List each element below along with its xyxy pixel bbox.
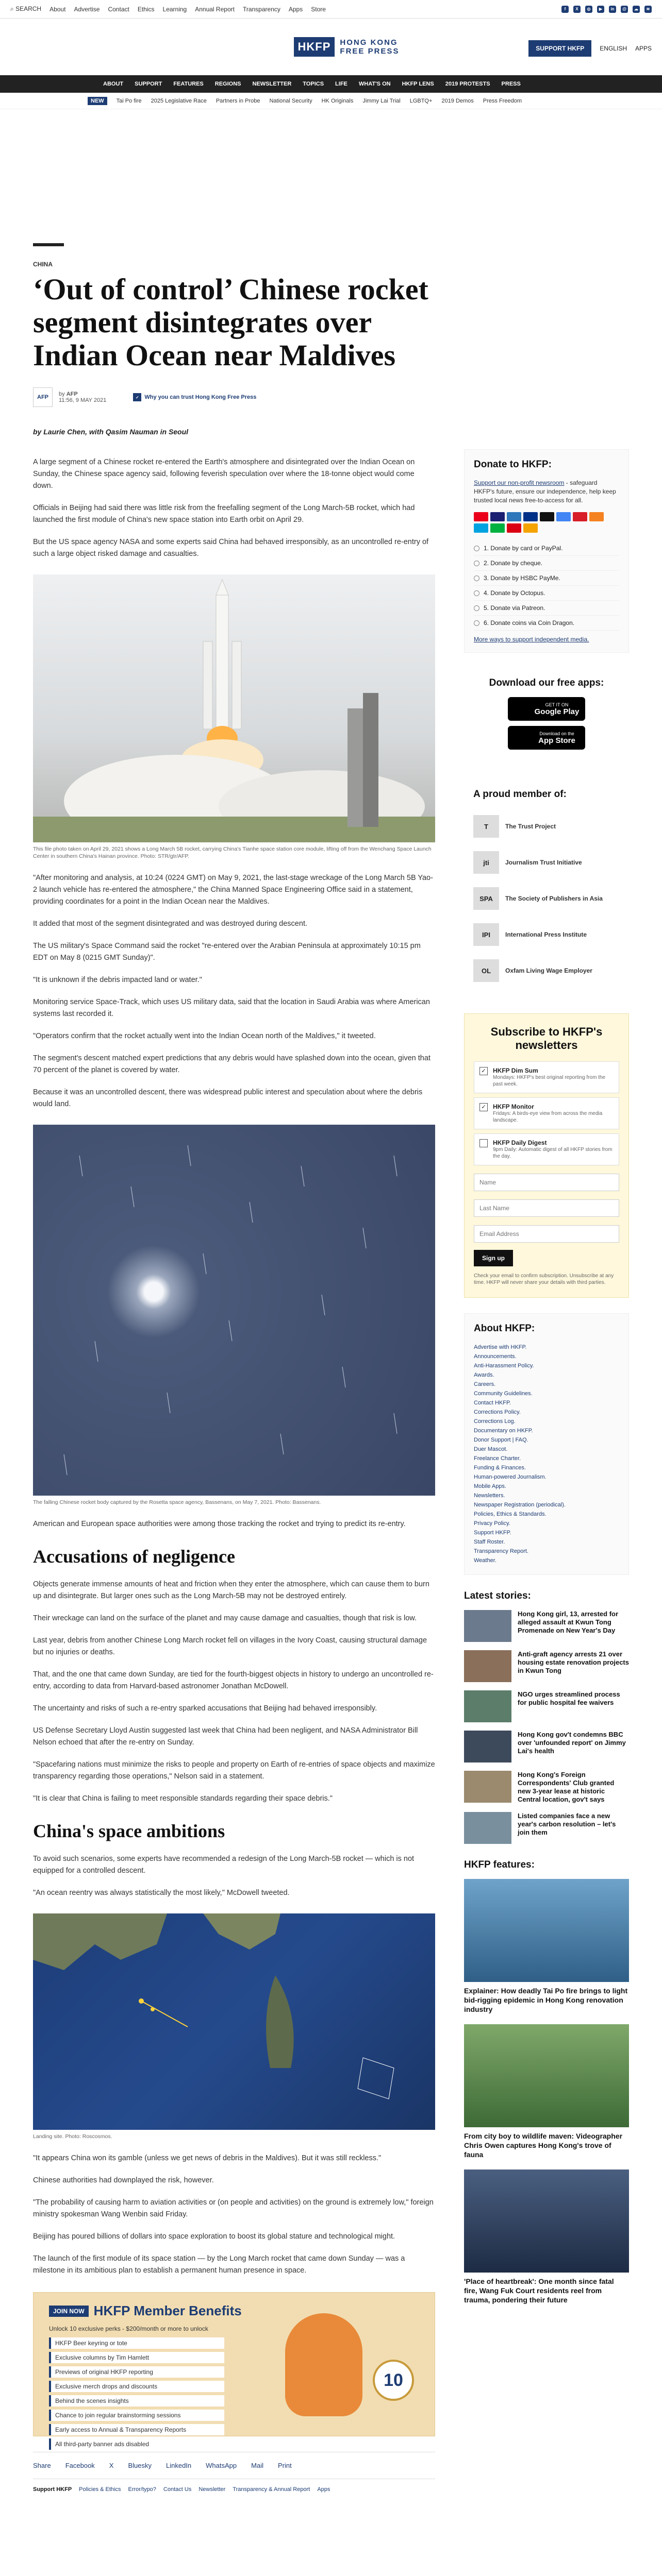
share-print[interactable]: Print: [277, 2462, 292, 2469]
last-name-input[interactable]: [474, 1199, 619, 1217]
top-link-annual-report[interactable]: Annual Report: [195, 5, 235, 13]
top-bar: [0, 0, 662, 19]
about-box: [464, 1313, 629, 1575]
about-link[interactable]: Newsletters.: [474, 1493, 505, 1499]
site-header: [0, 19, 662, 75]
member-logo: IPI: [473, 923, 499, 946]
map-svg: [33, 1913, 435, 2130]
nav-support[interactable]: SUPPORT: [135, 81, 162, 87]
paragraph: "An ocean reentry was always statistically the most likely," McDowell tweeted.: [33, 1889, 290, 1897]
about-link[interactable]: Newspaper Registration (periodical).: [474, 1502, 566, 1508]
latest-stories: [464, 1590, 629, 1844]
email-input[interactable]: [474, 1225, 619, 1243]
story-thumbnail: [464, 1610, 511, 1642]
newsletter-option[interactable]: HKFP Daily Digest 9pm Daily: Automatic digest of all HKFP stories from the day.: [474, 1133, 619, 1165]
story-thumbnail: [464, 1731, 511, 1762]
wechat-pay-icon: [490, 523, 505, 533]
top-link-about[interactable]: About: [49, 5, 66, 13]
topic-bar: [0, 93, 662, 109]
story-item[interactable]: Hong Kong's Foreign Correspondents' Club granted new 3-year lease at historic Central location, gov't says: [464, 1771, 629, 1804]
sign-up-button[interactable]: Sign up: [474, 1250, 513, 1266]
apps-box: [464, 668, 629, 764]
share-linkedin[interactable]: LinkedIn: [166, 2462, 192, 2469]
instagram-icon[interactable]: ◎: [585, 6, 592, 13]
benefits-subtitle: Unlock 10 exclusive perks - $200/month or more to unlock: [49, 2325, 208, 2332]
social-icons: [561, 6, 652, 13]
mascot-image: [285, 2313, 362, 2416]
story-item[interactable]: Hong Kong gov't condemns BBC over 'unfounded report' on Jimmy Lai's health: [464, 1731, 629, 1762]
youtube-icon[interactable]: ▶: [597, 6, 604, 13]
about-link[interactable]: Donor Support | FAQ.: [474, 1437, 528, 1443]
benefit-item: Exclusive merch drops and discounts: [49, 2381, 224, 2392]
section-heading: Accusations of negligence: [33, 1546, 235, 1567]
donate-option[interactable]: 1. Donate by card or PayPal.: [474, 541, 619, 556]
topic-link[interactable]: 2025 Legislative Race: [151, 97, 207, 104]
afp-logo: AFP: [33, 387, 53, 407]
paragraph: But the US space agency NASA and some experts said China had behaved irresponsibly, as an uncontrolled re-entry of such a large object risked damage and casualties.: [33, 538, 429, 558]
paragraph: The US military's Space Command said the rocket "re-entered over the Arabian Peninsula at approximately 10:15 pm EDT on May 8 (0215 GMT Sunday)".: [33, 942, 421, 962]
figure-map: [33, 1913, 435, 2140]
share-bar: [33, 2452, 435, 2479]
share-facebook[interactable]: Facebook: [65, 2462, 95, 2469]
donate-option[interactable]: 3. Donate by HSBC PayMe.: [474, 571, 619, 586]
about-link[interactable]: Community Guidelines.: [474, 1391, 533, 1397]
topic-link[interactable]: 2019 Demos: [441, 97, 474, 104]
about-link[interactable]: Funding & Finances.: [474, 1465, 526, 1471]
about-link[interactable]: Human-powered Journalism.: [474, 1474, 547, 1480]
benefit-item: Behind the scenes insights: [49, 2395, 224, 2406]
alipay-icon: [474, 523, 488, 533]
benefit-item: Previews of original HKFP reporting: [49, 2366, 224, 2378]
paragraph: The uncertainty and risks of such a re-entry sparked accusations that Beijing had behaved irresponsibly.: [33, 1704, 377, 1713]
donate-option[interactable]: 4. Donate by Octopus.: [474, 586, 619, 601]
story-thumbnail: [464, 1771, 511, 1803]
top-link-transparency[interactable]: Transparency: [242, 5, 280, 13]
byline-bar: [33, 387, 435, 407]
top-link-ethics[interactable]: Ethics: [137, 5, 155, 13]
paragraph: Beijing has poured billions of dollars into space exploration to boost its global stature and technological might.: [33, 2232, 395, 2241]
x-icon[interactable]: X: [573, 6, 581, 13]
paragraph: To avoid such scenarios, some experts have recommended a redesign of the Long March-5B rocket — which is not equipped for a controlled descent.: [33, 1855, 415, 1875]
google-play-button[interactable]: GET IT ON Google Play: [508, 697, 585, 721]
benefits-list: [49, 2337, 419, 2450]
topic-link[interactable]: National Security: [269, 97, 312, 104]
author-link[interactable]: AFP: [66, 391, 78, 397]
about-link[interactable]: Corrections Log.: [474, 1418, 516, 1425]
google-pay-icon: [556, 512, 571, 521]
about-list: [474, 1343, 619, 1565]
article-title: ‘Out of control’ Chinese rocket segment disintegrates over Indian Ocean near Maldives: [33, 273, 428, 372]
ten-year-badge: 10: [373, 2360, 414, 2401]
payment-icons: [474, 512, 619, 533]
story-thumbnail: [464, 1812, 511, 1844]
new-badge: NEW: [88, 97, 107, 105]
feature-image: [464, 2024, 629, 2127]
about-link[interactable]: Transparency Report.: [474, 1548, 528, 1554]
footer-link[interactable]: Newsletter: [198, 2486, 226, 2493]
language-switch[interactable]: ENGLISH: [600, 45, 627, 52]
newsletter-option[interactable]: ✓ HKFP Dim Sum Mondays: HKFP's best original reporting from the past week.: [474, 1061, 619, 1093]
radio-icon: [474, 546, 479, 551]
about-link[interactable]: Weather.: [474, 1557, 496, 1564]
paragraph: "It is unknown if the debris impacted land or water.": [33, 976, 202, 984]
trust-link[interactable]: ✓ Why you can trust Hong Kong Free Press: [133, 393, 256, 401]
visa-icon: [490, 512, 505, 521]
member-logo: SPA: [473, 887, 499, 910]
rocket-in-sky-image[interactable]: [33, 1125, 435, 1496]
about-link[interactable]: Freelance Charter.: [474, 1455, 521, 1462]
footer-link[interactable]: Apps: [317, 2486, 330, 2493]
paragraph: "It appears China won its gamble (unless we get news of debris in the Maldives). But it was still reckless.": [33, 2154, 382, 2162]
article-footer-links: [33, 2486, 435, 2493]
about-link[interactable]: Documentary on HKFP.: [474, 1428, 533, 1434]
radio-icon: [474, 561, 479, 566]
logo-mark: HKFP: [294, 37, 335, 57]
header-actions: [528, 40, 652, 57]
paragraph: Chinese authorities had downplayed the risk, however.: [33, 2176, 214, 2184]
nav-regions[interactable]: REGIONS: [214, 81, 241, 87]
newsletter-note: Check your email to confirm subscription. Unsubscribe at any time. HKFP will never share your details with third parties.: [474, 1273, 614, 1285]
feature-item[interactable]: 'Place of heartbreak': One month since fatal fire, Wang Fuk Court residents reel from trauma, pondering their future: [464, 2170, 629, 2304]
nav-press[interactable]: PRESS: [501, 81, 521, 87]
features-title: HKFP features:: [464, 1859, 535, 1870]
member-org[interactable]: jti Journalism Trust Initiative: [473, 844, 620, 880]
star-streaks-svg: [33, 1125, 435, 1496]
members-title: A proud member of:: [473, 789, 567, 800]
story-item[interactable]: NGO urges streamlined process for public hospital fee waivers: [464, 1690, 629, 1722]
facebook-icon[interactable]: f: [561, 6, 569, 13]
caption: The falling Chinese rocket body captured by the Rosetta space agency, Bassenans, on May 7, 2021. Photo: Bassenans.: [33, 1499, 321, 1505]
about-link[interactable]: Policies, Ethics & Standards.: [474, 1511, 547, 1517]
donate-option[interactable]: 6. Donate coins via Coin Dragon.: [474, 616, 619, 631]
topic-link[interactable]: HK Originals: [321, 97, 354, 104]
donate-option[interactable]: 2. Donate by cheque.: [474, 556, 619, 571]
hsbc-icon: [507, 523, 521, 533]
member-benefits-banner[interactable]: [33, 2292, 435, 2448]
app-store-button[interactable]: Download on the App Store: [508, 726, 585, 750]
feature-image: [464, 1879, 629, 1982]
footer-link[interactable]: Transparency & Annual Report: [233, 2486, 310, 2493]
paragraph: "After monitoring and analysis, at 10:24 (0224 GMT) on May 9, 2021, the last-stage wreckage of the Long March 5B Yao-2 launch vehicle has re-entered the atmosphere," the China Manned Space Engineering Office said in a statement, providing coordinates for a point in the Indian Ocean near the Maldives.: [33, 874, 433, 906]
newsletter-box: [464, 1013, 629, 1298]
donate-title: Donate to HKFP:: [474, 459, 552, 470]
topic-link[interactable]: Jimmy Lai Trial: [362, 97, 401, 104]
share-whatsapp[interactable]: WhatsApp: [206, 2462, 237, 2469]
newsletter-option[interactable]: ✓ HKFP Monitor Fridays: A birds-eye view from across the media landscape.: [474, 1097, 619, 1129]
top-link-apps[interactable]: Apps: [288, 5, 303, 13]
checkbox[interactable]: ✓: [479, 1067, 488, 1075]
share-x[interactable]: X: [109, 2462, 114, 2469]
about-link[interactable]: Announcements.: [474, 1353, 517, 1360]
member-logo: OL: [473, 959, 499, 982]
title-rule: [33, 243, 64, 246]
about-link[interactable]: Support HKFP.: [474, 1530, 511, 1536]
paragraph: Officials in Beijing had said there was little risk from the freefalling segment of the Long March-5B rocket, which had launched the first module of China's new space station into Earth orbit on April 29.: [33, 504, 415, 524]
story-thumbnail: [464, 1650, 511, 1682]
paragraph: The launch of the first module of its space station — by the Long March rocket that came down Sunday — was a milestone in its ambitious plan to establish a permanent human presence in space.: [33, 2255, 405, 2275]
sidebar: [464, 449, 629, 2315]
feature-item[interactable]: From city boy to wildlife maven: Videographer Chris Owen captures Hong Kong's trove of fauna: [464, 2024, 629, 2159]
benefit-item: Chance to join regular brainstorming sessions: [49, 2410, 224, 2421]
paragraph: A large segment of a Chinese rocket re-entered the Earth's atmosphere and disintegrated over the Indian Ocean on Sunday, the Chinese space agency said, following feverish speculation over where the 18-tonne object would come down.: [33, 458, 415, 490]
paragraph: Because it was an uncontrolled descent, there was widespread public interest and speculation about where the debris would land.: [33, 1088, 423, 1108]
member-logo: T: [473, 815, 499, 838]
apps-link[interactable]: APPS: [635, 45, 652, 52]
newsletter-title: Subscribe to HKFP's newsletters: [490, 1025, 603, 1052]
share-bluesky[interactable]: Bluesky: [128, 2462, 152, 2469]
apps-title: Download our free apps:: [489, 677, 604, 688]
nav-life[interactable]: LIFE: [335, 81, 347, 87]
member-org[interactable]: T The Trust Project: [473, 808, 620, 844]
more-ways-link[interactable]: More ways to support independent media.: [474, 636, 589, 643]
site-logo[interactable]: [263, 37, 400, 57]
paragraph: The segment's descent matched expert predictions that any debris would have splashed down into the ocean, given that 70 percent of the planet is covered by water.: [33, 1054, 431, 1074]
footer-link[interactable]: Error/typo?: [128, 2486, 156, 2493]
member-org[interactable]: SPA The Society of Publishers in Asia: [473, 880, 620, 917]
benefit-item: HKFP Beer keyring or tote: [49, 2337, 224, 2349]
search-link[interactable]: ⌕ SEARCH: [10, 5, 42, 12]
caption: This file photo taken on April 29, 2021 shows a Long March 5B rocket, carrying China's Tianhe space station core module, lifting off from the Wenchang Space Launch Center in southern China's Hainan province. Photo: STR/gtr/AFP.: [33, 846, 432, 859]
features-list: [464, 1859, 629, 2304]
footer-link[interactable]: Policies & Ethics: [79, 2486, 121, 2493]
share-mail[interactable]: Mail: [251, 2462, 263, 2469]
checkbox[interactable]: ✓: [479, 1103, 488, 1111]
logo-text: HONG KONG FREE PRESS: [340, 38, 400, 56]
rocket-launch-image[interactable]: [33, 574, 435, 842]
about-link[interactable]: Staff Roster.: [474, 1539, 505, 1545]
about-link[interactable]: Mobile Apps.: [474, 1483, 506, 1489]
unionpay-icon: [573, 512, 587, 521]
paragraph: Last year, debris from another Chinese Long March rocket fell on villages in the Ivory Coast, causing structural damage but no injuries or deaths.: [33, 1636, 427, 1656]
shield-icon: ✓: [133, 393, 141, 401]
support-hkfp-link[interactable]: Support HKFP: [33, 2486, 72, 2493]
paragraph: "Spacefaring nations must minimize the risks to people and property on Earth of re-entries of space objects and maximize transparency regarding those operations," Nelson said in a statement.: [33, 1760, 435, 1781]
paragraph: "It is clear that China is failing to meet responsible standards regarding their space debris.": [33, 1794, 333, 1803]
benefit-item: Early access to Annual & Transparency Reports: [49, 2424, 224, 2435]
members-box: [464, 779, 629, 998]
story-item[interactable]: Listed companies face a new year's carbon resolution – let's join them: [464, 1812, 629, 1844]
paragraph: "Operators confirm that the rocket actually went into the Indian Ocean north of the Maldives," it tweeted.: [33, 1032, 376, 1040]
paragraph: American and European space authorities were among those tracking the rocket and trying to predict its re-entry.: [33, 1520, 406, 1528]
member-logo: jti: [473, 851, 499, 874]
linkedin-icon[interactable]: in: [609, 6, 616, 13]
paragraph: That, and the one that came down Sunday, are tied for the fourth-biggest objects in history to undergo an uncontrolled re-entry, according to data from Harvard-based astronomer Jonathan McDowell.: [33, 1670, 434, 1690]
about-link[interactable]: Duer Mascot.: [474, 1446, 508, 1452]
about-link[interactable]: Awards.: [474, 1372, 494, 1378]
donate-option[interactable]: 5. Donate via Patreon.: [474, 601, 619, 616]
feature-image: [464, 2170, 629, 2273]
section-heading: China's space ambitions: [33, 1821, 225, 1841]
apple-pay-icon: [540, 512, 554, 521]
story-item[interactable]: Anti-graft agency arrests 21 over housing estate renovation projects in Kwun Tong: [464, 1650, 629, 1682]
paragraph: Their wreckage can land on the surface of the planet and may cause damage and casualties, though that risk is low.: [33, 1614, 417, 1622]
about-link[interactable]: Privacy Policy.: [474, 1520, 510, 1527]
top-link-contact[interactable]: Contact: [108, 5, 129, 13]
story-item[interactable]: Hong Kong girl, 13, arrested for alleged assault at Kwun Tong Promenade on New Year's Day: [464, 1610, 629, 1642]
figure-space: [33, 1125, 435, 1506]
paragraph: Objects generate immense amounts of heat and friction when they enter the atmosphere, which can cause them to burn up and disintegrate. But larger ones such as the Long March-5B may not be destroyed entirely.: [33, 1580, 429, 1600]
nav-newsletter[interactable]: NEWSLETTER: [252, 81, 292, 87]
about-link[interactable]: Anti-Harassment Policy.: [474, 1363, 534, 1369]
paragraph: It added that most of the segment disintegrated and was destroyed during descent.: [33, 920, 307, 928]
topic-link[interactable]: Press Freedom: [483, 97, 522, 104]
topic-link[interactable]: Tai Po fire: [116, 97, 142, 104]
top-link-store[interactable]: Store: [311, 5, 326, 13]
radio-icon: [474, 620, 479, 626]
amex-icon: [507, 512, 521, 521]
threads-icon[interactable]: @: [621, 6, 628, 13]
name-input[interactable]: [474, 1174, 619, 1191]
benefit-item: Exclusive columns by Tim Hamlett: [49, 2352, 224, 2363]
donate-text: Support our non-profit newsroom - safeguard HKFP's future, ensure our independence, help keep trusted local news free-to-access for all.: [474, 479, 616, 504]
donate-box: [464, 449, 629, 653]
footer-link[interactable]: Contact Us: [163, 2486, 192, 2493]
checkbox[interactable]: [479, 1139, 488, 1147]
about-link[interactable]: Careers.: [474, 1381, 496, 1387]
share-label: Share: [33, 2462, 51, 2469]
jcb-icon: [589, 512, 604, 521]
about-link[interactable]: Corrections Policy.: [474, 1409, 521, 1415]
radio-icon: [474, 590, 479, 596]
benefit-item: All third-party banner ads disabled: [49, 2438, 224, 2450]
donate-link[interactable]: Support our non-profit newsroom: [474, 479, 565, 486]
feature-item[interactable]: Explainer: How deadly Tai Po fire brings to light bid-rigging epidemic in Hong Kong renovation industry: [464, 1879, 629, 2014]
story-thumbnail: [464, 1690, 511, 1722]
nav-about[interactable]: ABOUT: [103, 81, 124, 87]
nav-2019-protests[interactable]: 2019 PROTESTS: [445, 81, 490, 87]
bluesky-icon[interactable]: ☁: [633, 6, 640, 13]
figure-rocket: [33, 574, 435, 860]
join-now-badge[interactable]: JOIN NOW: [49, 2306, 89, 2317]
member-org[interactable]: OL Oxfam Living Wage Employer: [473, 953, 620, 989]
topic-link[interactable]: Partners in Probe: [216, 97, 260, 104]
nav-whats-on[interactable]: WHAT'S ON: [358, 81, 391, 87]
nav-features[interactable]: FEATURES: [173, 81, 204, 87]
paragraph: "The probability of causing harm to aviation activities or (on people and activities) on the ground is extremely low," foreign ministry spokesman Wang Wenbin said Friday.: [33, 2198, 434, 2218]
rocket-svg: [33, 574, 435, 842]
mastercard-icon: [474, 512, 488, 521]
nav-topics[interactable]: TOPICS: [303, 81, 324, 87]
nav-hkfp-lens[interactable]: HKFP LENS: [402, 81, 434, 87]
article: [33, 243, 435, 2493]
article-byline: by Laurie Chen, with Qasim Nauman in Seoul: [33, 428, 189, 436]
paragraph: US Defense Secretary Lloyd Austin suggested last week that China had been negligent, and NASA Administrator Bill Nelson echoed that after the re-entry on Sunday.: [33, 1726, 418, 1747]
support-hkfp-button[interactable]: SUPPORT HKFP: [528, 40, 591, 57]
top-link-advertise[interactable]: Advertise: [74, 5, 100, 13]
radio-icon: [474, 575, 479, 581]
member-org[interactable]: IPI International Press Institute: [473, 917, 620, 953]
paragraph: Monitoring service Space-Track, which uses US military data, said that the location in Saudi Arabia was where American systems last recorded it.: [33, 998, 430, 1018]
octopus-icon: [523, 523, 538, 533]
caption: Landing site. Photo: Roscosmos.: [33, 2133, 112, 2140]
top-link-learning[interactable]: Learning: [162, 5, 187, 13]
about-title: About HKFP:: [474, 1323, 535, 1334]
main-nav: [0, 75, 662, 93]
benefits-title: JOIN NOW HKFP Member Benefits: [49, 2303, 419, 2319]
publish-date: 11:56, 9 MAY 2021: [59, 397, 107, 403]
radio-icon: [474, 605, 479, 611]
topic-link[interactable]: LGBTQ+: [409, 97, 433, 104]
latest-title: Latest stories:: [464, 1590, 531, 1601]
about-link[interactable]: Contact HKFP.: [474, 1400, 511, 1406]
rss-icon[interactable]: ≋: [644, 6, 652, 13]
article-category[interactable]: CHINA: [33, 261, 53, 268]
about-link[interactable]: Advertise with HKFP.: [474, 1344, 527, 1350]
paypal-icon: [523, 512, 538, 521]
landing-site-map[interactable]: [33, 1913, 435, 2130]
author-meta: by AFP 11:56, 9 MAY 2021: [59, 391, 107, 403]
